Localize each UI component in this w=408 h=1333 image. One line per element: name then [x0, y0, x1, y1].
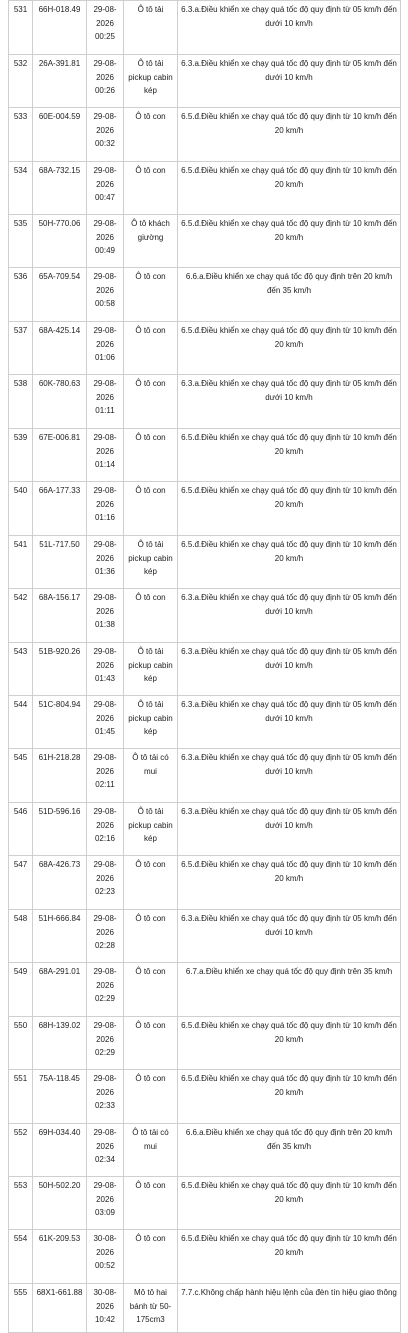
vehicle-type: Ô tô tải pickup cabin kép [124, 536, 178, 589]
violation-datetime [87, 268, 124, 322]
violation-datetime [87, 162, 124, 215]
violation-description: 6.5.đ.Điều khiển xe chạy quá tốc độ quy định từ 10 km/h đến 20 km/h [178, 536, 401, 589]
row-number: 541 [9, 536, 33, 589]
violation-date: 29-08-2026 [93, 166, 117, 189]
table-row [9, 589, 401, 643]
table-row [9, 55, 401, 108]
plate-number: 51B-920.26 [33, 643, 87, 696]
violation-date: 29-08-2026 [93, 272, 117, 295]
vehicle-type: Mô tô hai bánh từ 50-175cm3 [124, 1284, 178, 1333]
vehicle-type: Ô tô tải có mui [124, 1124, 178, 1177]
row-number: 540 [9, 482, 33, 536]
violation-time: 03:09 [94, 1208, 116, 1217]
table-row [9, 1017, 401, 1070]
table-row [9, 375, 401, 429]
violation-datetime [87, 696, 124, 749]
plate-number: 65A-709.54 [33, 268, 87, 322]
vehicle-type: Ô tô con [124, 963, 178, 1017]
plate-number: 68A-732.15 [33, 162, 87, 215]
violation-datetime [87, 108, 124, 162]
plate-number: 51H-666.84 [33, 910, 87, 963]
plate-number: 68A-425.14 [33, 322, 87, 375]
violation-time: 02:29 [94, 994, 116, 1003]
violation-date: 29-08-2026 [93, 593, 117, 616]
violation-date: 29-08-2026 [93, 379, 117, 402]
row-number: 534 [9, 162, 33, 215]
plate-number: 68A-426.73 [33, 856, 87, 910]
violation-datetime [87, 482, 124, 536]
row-number: 535 [9, 215, 33, 268]
violation-description: 6.3.a.Điều khiển xe chạy quá tốc độ quy định từ 05 km/h đến dưới 10 km/h [178, 55, 401, 108]
violation-date: 29-08-2026 [93, 326, 117, 349]
violation-date: 29-08-2026 [93, 700, 117, 723]
plate-number: 69H-034.40 [33, 1124, 87, 1177]
vehicle-type: Ô tô con [124, 162, 178, 215]
vehicle-type: Ô tô con [124, 482, 178, 536]
violation-description: 6.5.đ.Điều khiển xe chạy quá tốc độ quy định từ 10 km/h đến 20 km/h [178, 856, 401, 910]
plate-number: 66H-018.49 [33, 1, 87, 55]
violation-datetime [87, 643, 124, 696]
table-row [9, 429, 401, 482]
violation-time: 01:11 [95, 406, 115, 415]
violation-description: 6.3.a.Điều khiển xe chạy quá tốc độ quy định từ 05 km/h đến dưới 10 km/h [178, 643, 401, 696]
violation-date: 29-08-2026 [93, 753, 117, 776]
violation-time: 02:16 [94, 834, 116, 843]
row-number: 547 [9, 856, 33, 910]
violation-date: 29-08-2026 [93, 647, 117, 670]
violations-table-body [9, 1, 401, 1333]
violation-datetime [87, 589, 124, 643]
vehicle-type: Ô tô khách giường [124, 215, 178, 268]
plate-number: 51L-717.50 [33, 536, 87, 589]
vehicle-type: Ô tô con [124, 268, 178, 322]
row-number: 532 [9, 55, 33, 108]
violation-description: 7.7.c.Không chấp hành hiệu lệnh của đèn tín hiệu giao thông [178, 1284, 401, 1333]
violation-datetime [87, 856, 124, 910]
violation-date: 29-08-2026 [93, 914, 117, 937]
violation-datetime [87, 803, 124, 856]
table-row [9, 803, 401, 856]
violation-datetime [87, 55, 124, 108]
violation-date: 29-08-2026 [93, 540, 117, 563]
violation-time: 02:28 [94, 941, 116, 950]
table-row [9, 536, 401, 589]
plate-number: 51C-804.94 [33, 696, 87, 749]
violation-date: 29-08-2026 [93, 1021, 117, 1044]
plate-number: 67E-006.81 [33, 429, 87, 482]
row-number: 539 [9, 429, 33, 482]
violation-date: 29-08-2026 [93, 1181, 117, 1204]
row-number: 545 [9, 749, 33, 803]
row-number: 548 [9, 910, 33, 963]
violation-date: 29-08-2026 [93, 1074, 117, 1097]
violation-time: 00:26 [94, 86, 116, 95]
plate-number: 26A-391.81 [33, 55, 87, 108]
table-row [9, 749, 401, 803]
row-number: 544 [9, 696, 33, 749]
table-row [9, 482, 401, 536]
violations-table [8, 0, 401, 1333]
violation-date: 29-08-2026 [93, 486, 117, 509]
violation-description: 6.5.đ.Điều khiển xe chạy quá tốc độ quy định từ 10 km/h đến 20 km/h [178, 1177, 401, 1230]
violation-time: 00:47 [94, 193, 116, 202]
table-row [9, 1070, 401, 1124]
plate-number: 60E-004.59 [33, 108, 87, 162]
violation-time: 01:14 [94, 460, 116, 469]
violation-time: 00:25 [94, 32, 116, 41]
vehicle-type: Ô tô con [124, 375, 178, 429]
violation-description: 6.3.a.Điều khiển xe chạy quá tốc độ quy định từ 05 km/h đến dưới 10 km/h [178, 803, 401, 856]
violation-time: 01:16 [94, 513, 116, 522]
violation-datetime [87, 1, 124, 55]
violation-datetime [87, 1284, 124, 1333]
vehicle-type: Ô tô con [124, 1230, 178, 1284]
violation-description: 6.3.a.Điều khiển xe chạy quá tốc độ quy định từ 05 km/h đến dưới 10 km/h [178, 749, 401, 803]
violation-date: 29-08-2026 [93, 5, 117, 28]
vehicle-type: Ô tô con [124, 1070, 178, 1124]
vehicle-type: Ô tô con [124, 1177, 178, 1230]
violation-date: 30-08-2026 [93, 1234, 117, 1257]
violation-description: 6.5.đ.Điều khiển xe chạy quá tốc độ quy định từ 10 km/h đến 20 km/h [178, 108, 401, 162]
plate-number: 61K-209.53 [33, 1230, 87, 1284]
violation-datetime [87, 375, 124, 429]
table-row [9, 1124, 401, 1177]
row-number: 546 [9, 803, 33, 856]
violation-date: 29-08-2026 [93, 112, 117, 135]
violation-datetime [87, 215, 124, 268]
table-row [9, 1230, 401, 1284]
plate-number: 68A-156.17 [33, 589, 87, 643]
plate-number: 50H-502.20 [33, 1177, 87, 1230]
plate-number: 66A-177.33 [33, 482, 87, 536]
violation-time: 00:32 [94, 139, 116, 148]
plate-number: 51D-596.16 [33, 803, 87, 856]
violation-datetime [87, 1017, 124, 1070]
violation-date: 29-08-2026 [93, 433, 117, 456]
row-number: 542 [9, 589, 33, 643]
table-row [9, 1284, 401, 1333]
violation-description: 6.5.đ.Điều khiển xe chạy quá tốc độ quy định từ 10 km/h đến 20 km/h [178, 1017, 401, 1070]
row-number: 553 [9, 1177, 33, 1230]
violation-description: 6.3.a.Điều khiển xe chạy quá tốc độ quy định từ 05 km/h đến dưới 10 km/h [178, 910, 401, 963]
plate-number: 68X1-661.88 [33, 1284, 87, 1333]
plate-number: 75A-118.45 [33, 1070, 87, 1124]
table-row [9, 696, 401, 749]
violation-description: 6.5.đ.Điều khiển xe chạy quá tốc độ quy định từ 10 km/h đến 20 km/h [178, 162, 401, 215]
row-number: 536 [9, 268, 33, 322]
violation-time: 01:06 [94, 353, 116, 362]
vehicle-type: Ô tô con [124, 322, 178, 375]
violation-description: 6.5.đ.Điều khiển xe chạy quá tốc độ quy định từ 10 km/h đến 20 km/h [178, 322, 401, 375]
vehicle-type: Ô tô con [124, 589, 178, 643]
violation-time: 02:11 [95, 780, 115, 789]
plate-number: 68A-291.01 [33, 963, 87, 1017]
violation-time: 01:38 [94, 620, 116, 629]
violation-datetime [87, 910, 124, 963]
table-row [9, 910, 401, 963]
vehicle-type: Ô tô tải pickup cabin kép [124, 643, 178, 696]
table-row [9, 162, 401, 215]
plate-number: 61H-218.28 [33, 749, 87, 803]
violation-datetime [87, 429, 124, 482]
vehicle-type: Ô tô tải pickup cabin kép [124, 696, 178, 749]
table-row [9, 643, 401, 696]
violation-time: 01:43 [94, 674, 116, 683]
violation-date: 29-08-2026 [93, 807, 117, 830]
vehicle-type: Ô tô tải pickup cabin kép [124, 55, 178, 108]
violation-date: 30-08-2026 [93, 1288, 117, 1311]
violation-time: 00:52 [94, 1261, 116, 1270]
row-number: 550 [9, 1017, 33, 1070]
row-number: 552 [9, 1124, 33, 1177]
violation-description: 6.6.a.Điều khiển xe chạy quá tốc độ quy định trên 20 km/h đến 35 km/h [178, 1124, 401, 1177]
violation-datetime [87, 749, 124, 803]
vehicle-type: Ô tô con [124, 1017, 178, 1070]
violation-time: 02:33 [94, 1101, 116, 1110]
vehicle-type: Ô tô con [124, 429, 178, 482]
violation-time: 00:49 [94, 246, 116, 255]
violation-datetime [87, 1230, 124, 1284]
violation-description: 6.5.đ.Điều khiển xe chạy quá tốc độ quy định từ 10 km/h đến 20 km/h [178, 482, 401, 536]
row-number: 555 [9, 1284, 33, 1333]
table-row [9, 322, 401, 375]
violation-description: 6.6.a.Điều khiển xe chạy quá tốc độ quy định trên 20 km/h đến 35 km/h [178, 268, 401, 322]
row-number: 538 [9, 375, 33, 429]
vehicle-type: Ô tô tải pickup cabin kép [124, 803, 178, 856]
vehicle-type: Ô tô tải [124, 1, 178, 55]
violation-datetime [87, 536, 124, 589]
violation-time: 02:34 [94, 1155, 116, 1164]
plate-number: 60K-780.63 [33, 375, 87, 429]
table-row [9, 856, 401, 910]
violation-datetime [87, 963, 124, 1017]
vehicle-type: Ô tô con [124, 910, 178, 963]
violation-description: 6.3.a.Điều khiển xe chạy quá tốc độ quy định từ 05 km/h đến dưới 10 km/h [178, 696, 401, 749]
table-row [9, 215, 401, 268]
violation-date: 29-08-2026 [93, 219, 117, 242]
violation-datetime [87, 322, 124, 375]
violation-time: 01:45 [94, 727, 116, 736]
violation-description: 6.5.đ.Điều khiển xe chạy quá tốc độ quy định từ 10 km/h đến 20 km/h [178, 429, 401, 482]
violation-time: 00:58 [94, 299, 116, 308]
table-row [9, 1177, 401, 1230]
violation-time: 02:29 [94, 1048, 116, 1057]
violation-description: 6.7.a.Điều khiển xe chạy quá tốc độ quy định trên 35 km/h [178, 963, 401, 1017]
violation-datetime [87, 1124, 124, 1177]
violation-time: 10:42 [94, 1315, 116, 1324]
violation-time: 02:23 [94, 887, 116, 896]
row-number: 551 [9, 1070, 33, 1124]
row-number: 543 [9, 643, 33, 696]
violation-description: 6.5.đ.Điều khiển xe chạy quá tốc độ quy định từ 10 km/h đến 20 km/h [178, 215, 401, 268]
violation-date: 29-08-2026 [93, 1128, 117, 1151]
row-number: 549 [9, 963, 33, 1017]
violation-date: 29-08-2026 [93, 59, 117, 82]
violation-datetime [87, 1177, 124, 1230]
plate-number: 50H-770.06 [33, 215, 87, 268]
violation-date: 29-08-2026 [93, 967, 117, 990]
vehicle-type: Ô tô con [124, 856, 178, 910]
violation-description: 6.3.a.Điều khiển xe chạy quá tốc độ quy định từ 05 km/h đến dưới 10 km/h [178, 375, 401, 429]
violation-time: 01:36 [94, 567, 116, 576]
vehicle-type: Ô tô tải có mui [124, 749, 178, 803]
violation-description: 6.5.đ.Điều khiển xe chạy quá tốc độ quy định từ 10 km/h đến 20 km/h [178, 1230, 401, 1284]
row-number: 533 [9, 108, 33, 162]
violation-date: 29-08-2026 [93, 860, 117, 883]
violation-datetime [87, 1070, 124, 1124]
violation-description: 6.5.đ.Điều khiển xe chạy quá tốc độ quy định từ 10 km/h đến 20 km/h [178, 1070, 401, 1124]
vehicle-type: Ô tô con [124, 108, 178, 162]
row-number: 554 [9, 1230, 33, 1284]
table-row [9, 268, 401, 322]
table-row [9, 1, 401, 55]
row-number: 531 [9, 1, 33, 55]
table-row [9, 108, 401, 162]
violation-description: 6.3.a.Điều khiển xe chạy quá tốc độ quy định từ 05 km/h đến dưới 10 km/h [178, 1, 401, 55]
row-number: 537 [9, 322, 33, 375]
plate-number: 68H-139.02 [33, 1017, 87, 1070]
violation-description: 6.3.a.Điều khiển xe chạy quá tốc độ quy định từ 05 km/h đến dưới 10 km/h [178, 589, 401, 643]
table-row [9, 963, 401, 1017]
